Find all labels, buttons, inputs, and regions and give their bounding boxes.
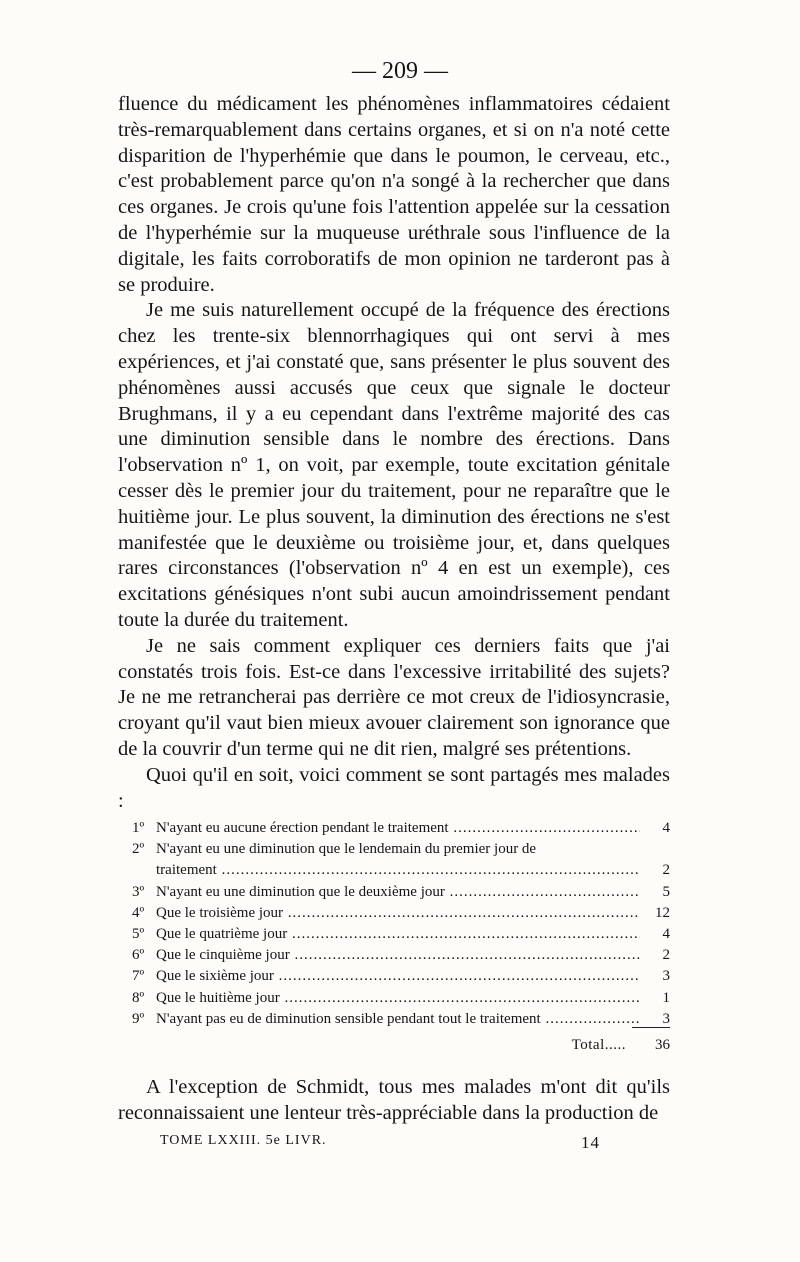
row-number: 9º <box>132 1010 145 1027</box>
volume-mark: TOME LXXIII. 5e LIVR. <box>160 1133 327 1148</box>
page-number: — 209 — <box>352 58 448 84</box>
row-number: 4º <box>132 904 145 921</box>
row-value: 3 <box>662 968 670 985</box>
table-row <box>132 924 670 945</box>
table-row <box>132 966 670 987</box>
row-value: 2 <box>662 862 670 879</box>
table-row <box>132 988 670 1009</box>
row-number: 1º <box>132 820 145 836</box>
row-label: N'ayant eu une diminution que le deuxième jour ..... <box>156 882 640 903</box>
row-value: 4 <box>662 820 670 836</box>
row-number: 3º <box>132 883 145 900</box>
paragraph: Quoi qu'il en soit, voici comment se sont partagés mes malades : <box>118 763 670 812</box>
paragraph: Je ne sais comment expliquer ces derniers faits que j'ai constatés trois fois. Est-ce dans l'excessive irritabilité des sujets? Je ne me retrancherai pas derrière ce mot creux de l'idiosyncrasie, croyant qu'il vaut bien mieux avouer clairement son ignorance que de la couvrir d'un terme qui ne dit rien, malgré ses prétentions. <box>118 634 670 760</box>
row-label-wrap <box>156 839 640 881</box>
row-label: Que le cinquième jour ..... <box>156 945 640 966</box>
patients-table <box>132 818 670 1030</box>
closing-text <box>118 1075 670 1127</box>
row-label: N'ayant eu aucune érection pendant le traitement ..... <box>156 818 640 839</box>
row-label: Que le quatrième jour ..... <box>156 924 640 945</box>
total-rule <box>632 1027 670 1028</box>
row-value: 3 <box>662 1010 670 1027</box>
table-row <box>132 839 670 881</box>
signature-mark: 14 <box>581 1133 600 1152</box>
row-label: Que le troisième jour ..... <box>156 903 640 924</box>
row-number: 6º <box>132 947 145 964</box>
paragraph: fluence du médicament les phénomènes inflammatoires cédaient très-remarquablement dans certains organes, et si on n'a noté cette disparition de l'hyperhémie que dans le poumon, le cerveau, etc., c'est probablement parce qu'on n'a songé à la rechercher que dans ces organes. Je crois qu'une fois l'attention appelée sur la cessation de l'hyperhémie sur la muqueuse uréthrale sous l'influence de la digitale, les faits corroboratifs de mon opinion ne tarderont pas à se produire. <box>118 93 670 296</box>
row-label: Que le sixième jour ..... <box>156 966 640 987</box>
total-row <box>132 1037 670 1054</box>
row-label: Que le huitième jour ..... <box>156 988 640 1009</box>
paragraph: Je me suis naturellement occupé de la fréquence des érections chez les trente-six blennorrhagiques qui ont servi à mes expériences, et j'ai constaté que, sans présenter le plus souvent des phénomènes aussi accusés que ceux que signale le docteur Brughmans, il y a eu cependant dans l'extrême majorité des cas une diminution sensible dans le nombre des érections. Dans l'observation nº 1, on voit, par exemple, toute excitation génitale cesser dès le premier jour du traitement, pour ne reparaître que le huitième jour. Le plus souvent, la diminution des érections ne s'est manifestée que le deuxième ou troisième jour, et, dans quelques rares circonstances (l'observation nº 4 en est un exemple), ces excitations génésiques n'ont subi aucun amoindrissement pendant toute la durée du traitement. <box>118 299 670 631</box>
table-row <box>132 903 670 924</box>
total-label: Total..... <box>571 1037 626 1053</box>
table-row <box>132 818 670 839</box>
row-number: 8º <box>132 989 145 1006</box>
row-value: 2 <box>662 947 670 964</box>
row-value: 12 <box>655 904 670 921</box>
page-footer <box>160 1133 600 1153</box>
table-row <box>132 945 670 966</box>
row-number: 5º <box>132 926 145 943</box>
row-value: 1 <box>662 989 670 1006</box>
row-value: 4 <box>662 926 670 943</box>
row-label: N'ayant eu une diminution que le lendemain du premier jour de <box>156 841 537 858</box>
row-number: 7º <box>132 968 145 985</box>
row-number: 2º <box>132 841 145 858</box>
row-value: 5 <box>662 883 670 900</box>
table-row <box>132 1009 670 1030</box>
row-label-continuation: traitement ..... <box>156 860 640 881</box>
body-text <box>118 92 670 814</box>
paragraph: A l'exception de Schmidt, tous mes malades m'ont dit qu'ils reconnaissaient une lenteur très-appréciable dans la production de <box>118 1076 670 1124</box>
table-row <box>132 882 670 903</box>
total-value: 36 <box>655 1037 670 1053</box>
row-label: N'ayant pas eu de diminution sensible pendant tout le traitement ..... <box>156 1009 640 1030</box>
